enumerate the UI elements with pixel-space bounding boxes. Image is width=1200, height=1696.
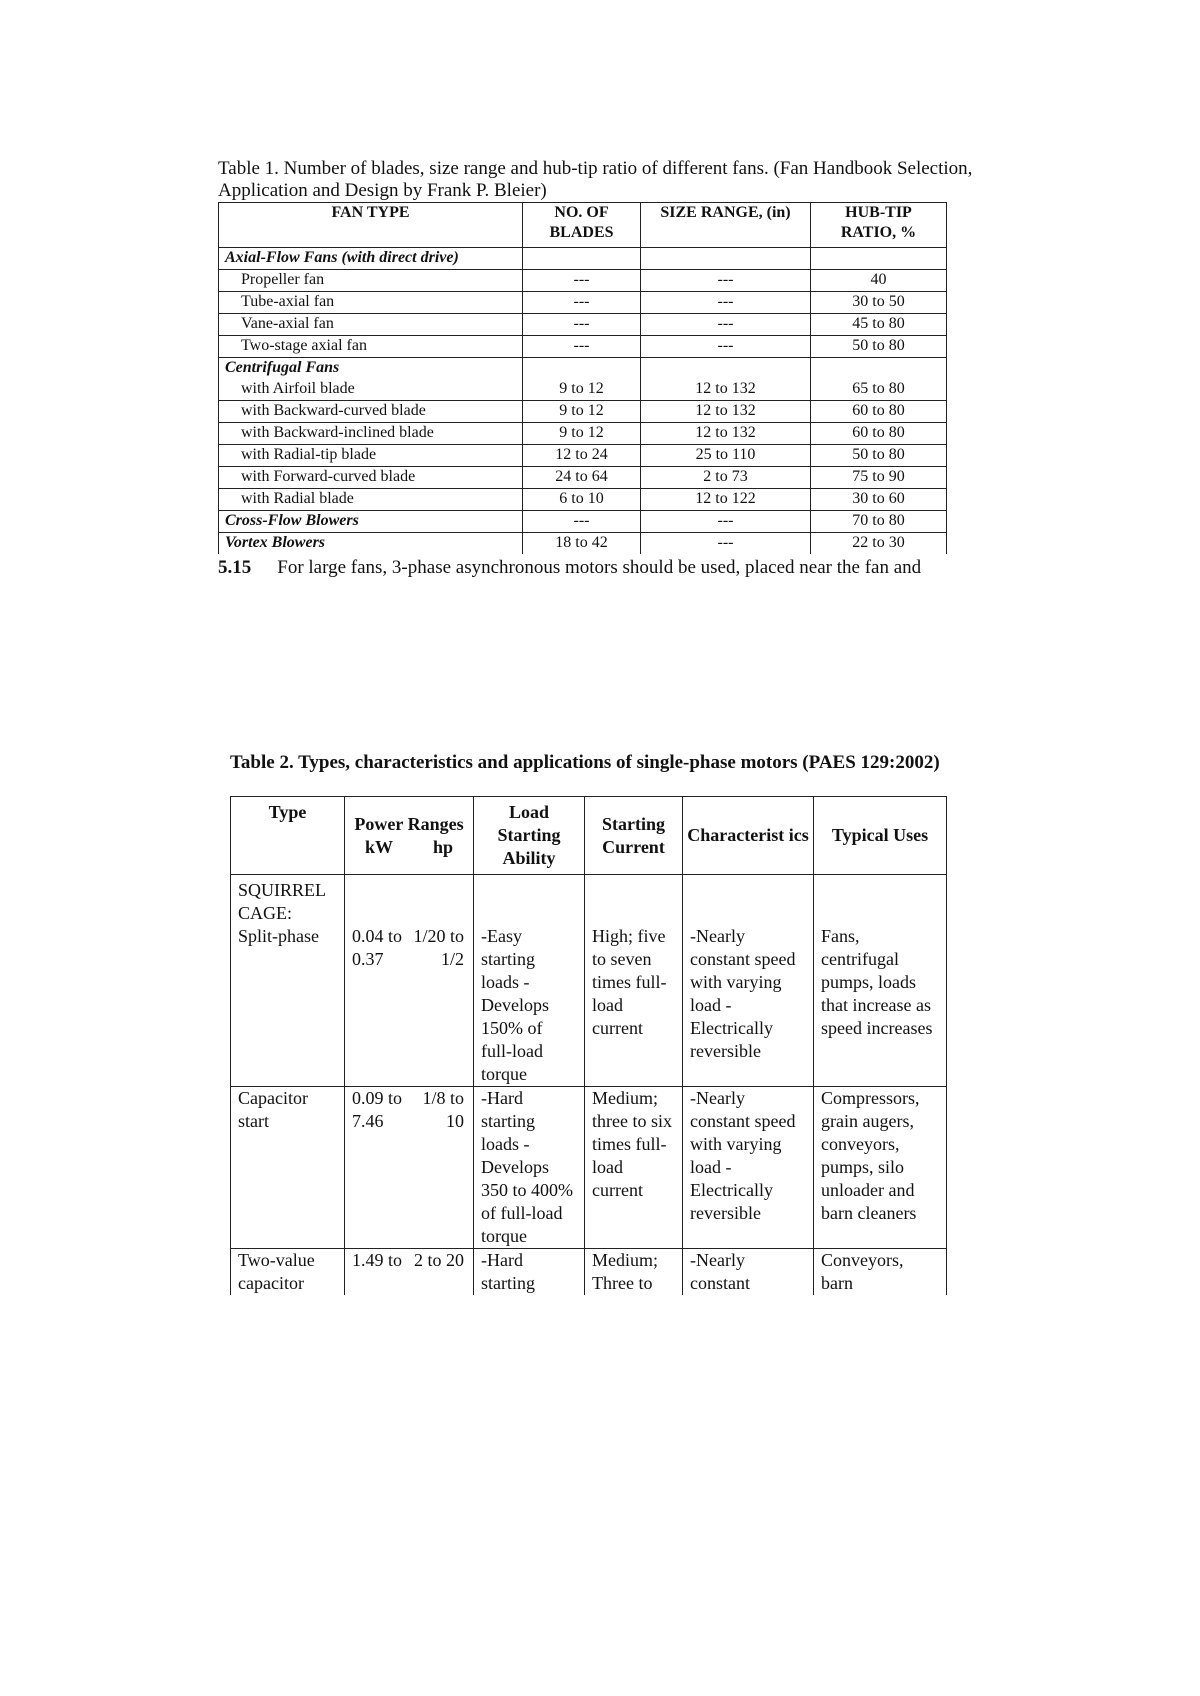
current-cell — [585, 1249, 683, 1296]
table-row — [219, 379, 947, 401]
category-row — [231, 875, 947, 926]
table-row — [219, 423, 947, 445]
power-cell — [345, 1087, 474, 1249]
load-cell — [474, 1249, 585, 1296]
size-cell: --- — [641, 511, 811, 533]
blades-cell: --- — [523, 511, 641, 533]
fan-type-cell: with Radial blade — [219, 489, 523, 511]
header-fan-type: FAN TYPE — [219, 203, 523, 248]
header-typical-uses: Typical Uses — [814, 797, 947, 875]
ratio-cell: 30 to 60 — [811, 489, 947, 511]
size-cell: 12 to 132 — [641, 423, 811, 445]
group-label-centrifugal: Centrifugal Fans — [219, 358, 523, 380]
power-cell — [345, 925, 474, 1087]
hp-value: 2 to 20 — [413, 1250, 464, 1270]
size-cell: --- — [641, 314, 811, 336]
size-cell: --- — [641, 292, 811, 314]
fan-type-cell: with Airfoil blade — [219, 379, 523, 401]
group-row-centrifugal — [219, 358, 947, 380]
current-text: Medium; Three to — [592, 1250, 658, 1293]
motor-type-text: Two-value capacitor — [238, 1250, 315, 1293]
motor-table-header-row — [231, 797, 947, 875]
header-hp: hp — [432, 836, 453, 857]
header-load-starting-ability: Load Starting Ability — [474, 797, 585, 875]
kw-value: 0.09 to 7.46 — [352, 1088, 403, 1131]
header-power-ranges — [345, 797, 474, 875]
fan-type-cell: Propeller fan — [219, 270, 523, 292]
motor-type-cell: Split-phase — [231, 925, 345, 1087]
current-cell: High; five to seven times full-load current — [585, 925, 683, 1087]
hp-value: 1/20 to 1/2 — [413, 926, 464, 969]
ratio-cell: 22 to 30 — [811, 533, 947, 555]
size-cell: 12 to 122 — [641, 489, 811, 511]
blades-cell: 6 to 10 — [523, 489, 641, 511]
size-cell: --- — [641, 533, 811, 555]
blades-cell: --- — [523, 314, 641, 336]
group-label-axial: Axial-Flow Fans (with direct drive) — [219, 248, 523, 270]
blades-cell: 24 to 64 — [523, 467, 641, 489]
blades-cell: 9 to 12 — [523, 379, 641, 401]
table-row — [219, 270, 947, 292]
ratio-cell: 60 to 80 — [811, 401, 947, 423]
blades-cell: --- — [523, 336, 641, 358]
fan-table — [218, 202, 947, 554]
fan-type-cell: with Backward-curved blade — [219, 401, 523, 423]
current-cell: Medium; three to six times full-load current — [585, 1087, 683, 1249]
characteristics-text: -Nearly constant — [690, 1250, 750, 1293]
fan-table-header-row — [219, 203, 947, 248]
ratio-cell: 60 to 80 — [811, 423, 947, 445]
ratio-cell: 30 to 50 — [811, 292, 947, 314]
blades-cell: 18 to 42 — [523, 533, 641, 555]
table-row — [219, 533, 947, 555]
table1-caption: Table 1. Number of blades, size range and hub-tip ratio of different fans. (Fan Handbook Selection, Application and Design by Frank P. Bleier) — [218, 158, 973, 201]
table-row — [219, 489, 947, 511]
table-row — [219, 292, 947, 314]
section-number: 5.15 — [218, 557, 252, 578]
table-row — [231, 1087, 947, 1249]
fan-type-cell: Tube-axial fan — [219, 292, 523, 314]
header-power-title: Power Ranges — [354, 813, 464, 834]
ratio-cell: 45 to 80 — [811, 314, 947, 336]
size-cell: 2 to 73 — [641, 467, 811, 489]
motor-type-cell: Capacitor start — [231, 1087, 345, 1249]
blades-cell: 12 to 24 — [523, 445, 641, 467]
ratio-cell: 40 — [811, 270, 947, 292]
category-label: SQUIRREL CAGE: — [231, 875, 345, 926]
load-cell: -Easy starting loads -Develops 150% of full-load torque — [474, 925, 585, 1087]
kw-value: 0.04 to 0.37 — [352, 926, 403, 969]
ratio-cell: 70 to 80 — [811, 511, 947, 533]
blades-cell: --- — [523, 270, 641, 292]
load-text: -Hard starting — [481, 1250, 535, 1293]
motor-table — [230, 796, 947, 1295]
header-size-range: SIZE RANGE, (in) — [641, 203, 811, 248]
table-row — [219, 401, 947, 423]
header-type: Type — [231, 797, 345, 875]
size-cell: --- — [641, 336, 811, 358]
uses-text: Conveyors, barn — [821, 1250, 904, 1293]
size-cell: 25 to 110 — [641, 445, 811, 467]
group-row-axial — [219, 248, 947, 270]
uses-cell: Compressors, grain augers, conveyors, pumps, silo unloader and barn cleaners — [814, 1087, 947, 1249]
blades-cell: 9 to 12 — [523, 423, 641, 445]
fan-type-cell: with Backward-inclined blade — [219, 423, 523, 445]
motor-type-cell — [231, 1249, 345, 1296]
header-kw: kW — [364, 836, 393, 857]
header-hub-tip-ratio: HUB-TIP RATIO, % — [811, 203, 947, 248]
size-cell: 12 to 132 — [641, 379, 811, 401]
cut-off-text-line — [218, 557, 978, 578]
table-row — [231, 1249, 947, 1296]
ratio-cell: 50 to 80 — [811, 336, 947, 358]
table2-caption: Table 2. Types, characteristics and applications of single-phase motors (PAES 129:2002) — [230, 752, 940, 773]
header-characteristics: Characterist ics — [683, 797, 814, 875]
table-row — [219, 467, 947, 489]
table-row — [231, 925, 947, 1087]
size-cell: --- — [641, 270, 811, 292]
characteristics-cell — [683, 1249, 814, 1296]
header-starting-current: Starting Current — [585, 797, 683, 875]
table-row — [219, 511, 947, 533]
ratio-cell: 75 to 90 — [811, 467, 947, 489]
table-row — [219, 314, 947, 336]
uses-cell — [814, 1249, 947, 1296]
characteristics-cell: -Nearly constant speed with varying load -Electrically reversible — [683, 1087, 814, 1249]
cut-off-paragraph: For large fans, 3-phase asynchronous motors should be used, placed near the fan and — [277, 557, 922, 578]
table-row — [219, 445, 947, 467]
hp-value: 1/8 to 10 — [422, 1088, 464, 1131]
power-cell — [345, 1249, 474, 1296]
characteristics-cell: -Nearly constant speed with varying load -Electrically reversible — [683, 925, 814, 1087]
fan-type-cell: Vortex Blowers — [219, 533, 523, 555]
load-cell: -Hard starting loads -Develops 350 to 400% of full-load torque — [474, 1087, 585, 1249]
fan-type-cell: Cross-Flow Blowers — [219, 511, 523, 533]
header-no-of-blades: NO. OF BLADES — [523, 203, 641, 248]
ratio-cell: 65 to 80 — [811, 379, 947, 401]
fan-type-cell: with Forward-curved blade — [219, 467, 523, 489]
blades-cell: 9 to 12 — [523, 401, 641, 423]
fan-type-cell: Vane-axial fan — [219, 314, 523, 336]
ratio-cell: 50 to 80 — [811, 445, 947, 467]
kw-value: 1.49 to — [352, 1250, 403, 1270]
blades-cell: --- — [523, 292, 641, 314]
fan-type-cell: with Radial-tip blade — [219, 445, 523, 467]
fan-type-cell: Two-stage axial fan — [219, 336, 523, 358]
uses-cell: Fans, centrifugal pumps, loads that increase as speed increases — [814, 925, 947, 1087]
table-row — [219, 336, 947, 358]
size-cell: 12 to 132 — [641, 401, 811, 423]
